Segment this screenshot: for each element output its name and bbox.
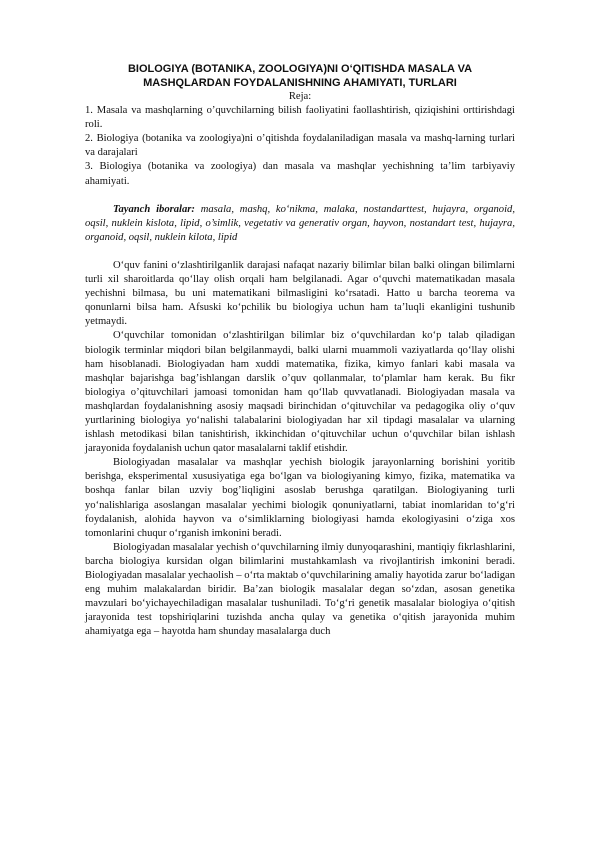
plan-heading: Reja: bbox=[288, 91, 312, 102]
keywords-text: masala, mashq, ko‘nikma, malaka, nostandarttest, hujayra, organoid, oqsil, nuklein kislota, lipid, o’simlik, vegetativ va generativ organ, hayvon, nostandart test, hujayra, organoid, oqsil, nuklein kilota, lipid bbox=[85, 203, 515, 243]
title-line-2: MASHQLARDAN FOYDALANISHNING AHAMIYATI, TURLARI bbox=[143, 76, 457, 89]
paragraph-4: Biologiyadan masalalar yechish o‘quvchilarning ilmiy dunyoqarashini, mantiqiy fikrlashlarini, barcha biologiya kursidan olgan bilimlarini mustahkamlash va rivojlantirish imkonini beradi. Biologiyadan masalalar yechaolish – o‘rta maktab o‘quvchilarining amaliy hayotida zarur bo‘ladigan eng muhim malakalardan biridir. Ba’zan biologik masalalar degan so‘zdan, asosan genetika mavzulari bo‘yichayechiladigan masalalar tushuniladi. To‘g‘ri genetik masalalar biologiya o‘qitish jarayonida test topshiriqlarini tuzishda ancha qulay va genetika o‘qitish jarayonida muhim ahamiyatga ega – hayotda ham shunday masalalarga duch bbox=[85, 541, 515, 638]
plan-item-2: 2. Biologiya (botanika va zoologiya)ni o’qitishda foydalaniladigan masala va mashq-larning turlari va darajalari bbox=[85, 133, 515, 159]
title-line-1: BIOLOGIYA (BOTANIKA, ZOOLOGIYA)NI O‘QITISHDA MASALA VA bbox=[127, 63, 473, 75]
keywords-label: Tayanch iboralar: bbox=[113, 203, 195, 215]
document-title bbox=[85, 63, 515, 90]
paragraph-3: Biologiyadan masalalar va mashqlar yechish biologik jarayonlarning borishini yoritib berishga, eksperimental xususiyatiga ega bo‘lgan va biologiyaning kimyo, fizika, matematika va boshqa fanlar bilan uzviy bog’liqligini asoslab berushga qaratilgan. Biologiyaning turli yo‘nalishlariga asoslangan masalalar yechimi biologik qonuniyatlarni, tabiat inomlaridan to‘g‘ri foydalanish, alohida hayvon va o‘simliklarning biologiyasi hamda ekologiyasini o‘ziga xos tomonlarini chuqur o‘rganish imkonini beradi. bbox=[85, 457, 515, 539]
document-page bbox=[85, 63, 515, 639]
paragraph-1: O‘quv fanini o‘zlashtirilganlik darajasi nafaqat nazariy bilimlar bilan balki olingan bilimlarni turli xil sharoitlarda qo‘llay olish orqali ham belgilanadi. Agar o‘quvchi matematikadan masala yechishni bilmasa, bu uni matematikani bilmasligini ko‘rsatadi. Hatto u barcha teorema va qonunlarni bilsa ham. Afsuski ko‘pchilik bu biologiya uchun ham ta’luqli ekanligini tushunib yetmaydi. bbox=[85, 259, 515, 328]
paragraph-2: O‘quvchilar tomonidan o‘zlashtirilgan bilimlar biz o‘quvchilardan ko‘p talab qiladigan biologik terminlar miqdori bilan belgilanmaydi, balki ularni muammoli vaziyatlarda qo‘llay olishi ham hisoblanadi. Biologiyadan ham xuddi matematika, fizika, kimyo fanlari kabi masala va mashqlar bajarishga bag’ishlangan darslik o’quv qollanmalar, to‘plamlar ham kerak. Bu fikr biologiya o’qituvchilari jamoasi tomonidan ham qo‘llab quvvatlanadi. Biologiyadan masala va mashqlardan foydalanishning asosiy maqsadi birinchidan o‘qituvchilar va pedagogika oliy o‘quv yurtlarining biologiya yo‘nalishi talabalarini biologiyadan har xil tipdagi masalalar va ularning ishlash metodikasi bilan tanishtirish, ikkinchidan o‘qituvchilar uchun o‘quvchilar bilan ishlash jarayonida foydalanish uchun qator masalalarni taklif etishdir. bbox=[85, 330, 515, 455]
keywords-paragraph bbox=[85, 203, 515, 245]
body-text bbox=[85, 259, 515, 640]
plan-list bbox=[85, 104, 515, 189]
plan-item-3: 3. Biologiya (botanika va zoologiya) dan masala va mashqlar yechishning ta’lim tarbiyaviy ahamiyati. bbox=[85, 161, 515, 187]
plan-item-1: 1. Masala va mashqlarning o’quvchilarning bilish faoliyatini faollashtirish, qiziqishini orttirishdagi roli. bbox=[85, 105, 515, 131]
